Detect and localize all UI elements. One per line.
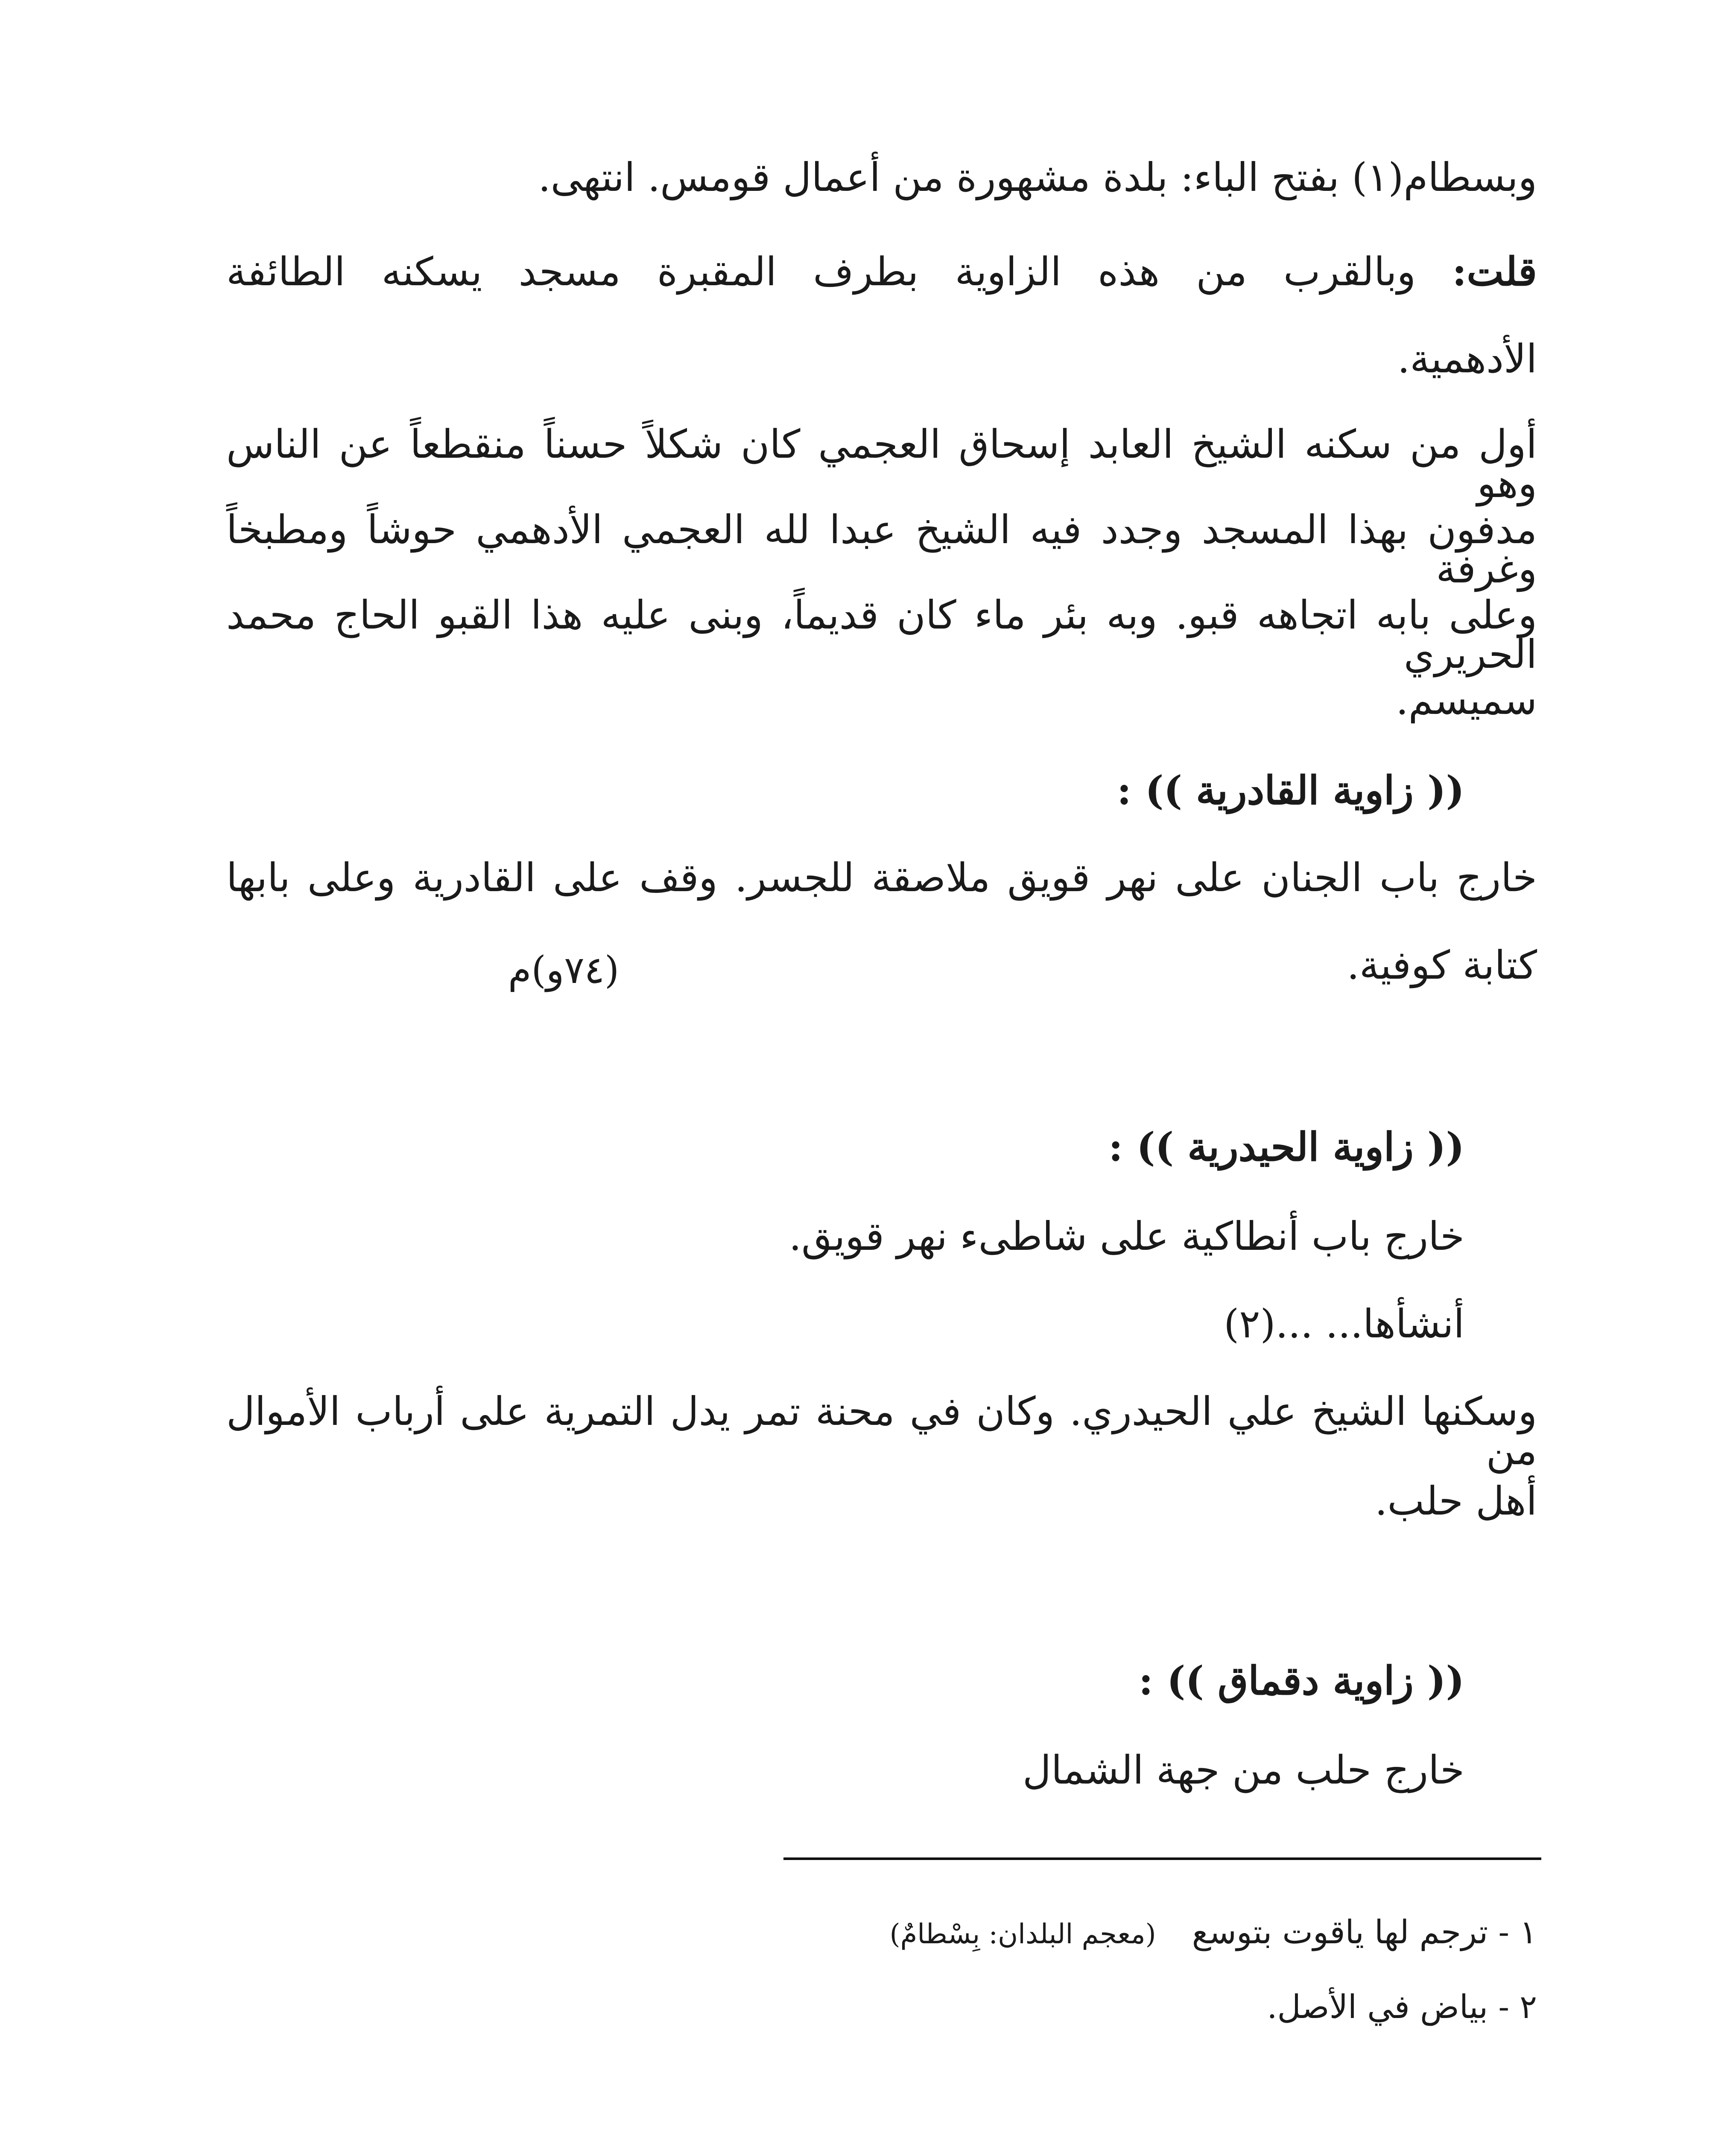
footnote-1 — [890, 1913, 1537, 1951]
footnote-1-text: ١ - ترجم لها ياقوت بتوسع — [1192, 1913, 1537, 1951]
heading-zawiya-duqmaq: (( زاوية دقماق )) : — [1138, 1658, 1464, 1704]
haydariya-line-2: أنشأها... ...(٢) — [1224, 1301, 1464, 1347]
heading-zawiya-qadiriya: (( زاوية القادرية )) : — [1116, 767, 1464, 813]
qadiriya-line-1: خارج باب الجنان على نهر قويق ملاصقة للجسر. وقف على القادرية وعلى بابها — [226, 855, 1537, 901]
paragraph-qult-line-2: الأدهمية. — [1397, 336, 1537, 382]
paragraph-ajami-line-2: مدفون بهذا المسجد وجدد فيه الشيخ عبدا لله العجمي الأدهمي حوشاً ومطبخاً وغرفة — [226, 507, 1537, 592]
footnote-separator — [783, 1857, 1541, 1860]
qult-text: وبالقرب من هذه الزاوية بطرف المقبرة مسجد يسكنه الطائفة — [226, 249, 1416, 295]
folio-reference: (٧٤و)م — [508, 948, 620, 992]
paragraph-bistam-line: وبسطام(١) بفتح الباء: بلدة مشهورة من أعمال قومس. انتهى. — [538, 155, 1537, 200]
paragraph-qult-line-1 — [226, 249, 1537, 295]
qadiriya-line-2: كتابة كوفية. — [1347, 942, 1537, 988]
paragraph-ajami-line-4: سميسم. — [1396, 678, 1537, 723]
duqmaq-line-1: خارج حلب من جهة الشمال — [1023, 1747, 1464, 1793]
haydariya-line-3: وسكنها الشيخ علي الحيدري. وكان في محنة تمر يدل التمرية على أرباب الأموال من — [226, 1389, 1537, 1474]
heading-zawiya-haydariya: (( زاوية الحيدرية )) : — [1108, 1124, 1464, 1170]
footnote-1-source: (معجم البلدان: بِسْطامٌ) — [889, 1919, 1156, 1950]
footnote-2: ٢ - بياض في الأصل. — [1267, 1988, 1537, 2026]
qult-label: قلت: — [1452, 249, 1537, 295]
haydariya-line-4: أهل حلب. — [1375, 1478, 1537, 1524]
haydariya-line-1: خارج باب أنطاكية على شاطىء نهر قويق. — [789, 1214, 1464, 1259]
paragraph-ajami-line-1: أول من سكنه الشيخ العابد إسحاق العجمي كان شكلاً حسناً منقطعاً عن الناس وهو — [226, 421, 1537, 506]
paragraph-ajami-line-3: وعلى بابه اتجاهه قبو. وبه بئر ماء كان قديماً، وبنى عليه هذا القبو الحاج محمد الحريري — [226, 592, 1537, 677]
